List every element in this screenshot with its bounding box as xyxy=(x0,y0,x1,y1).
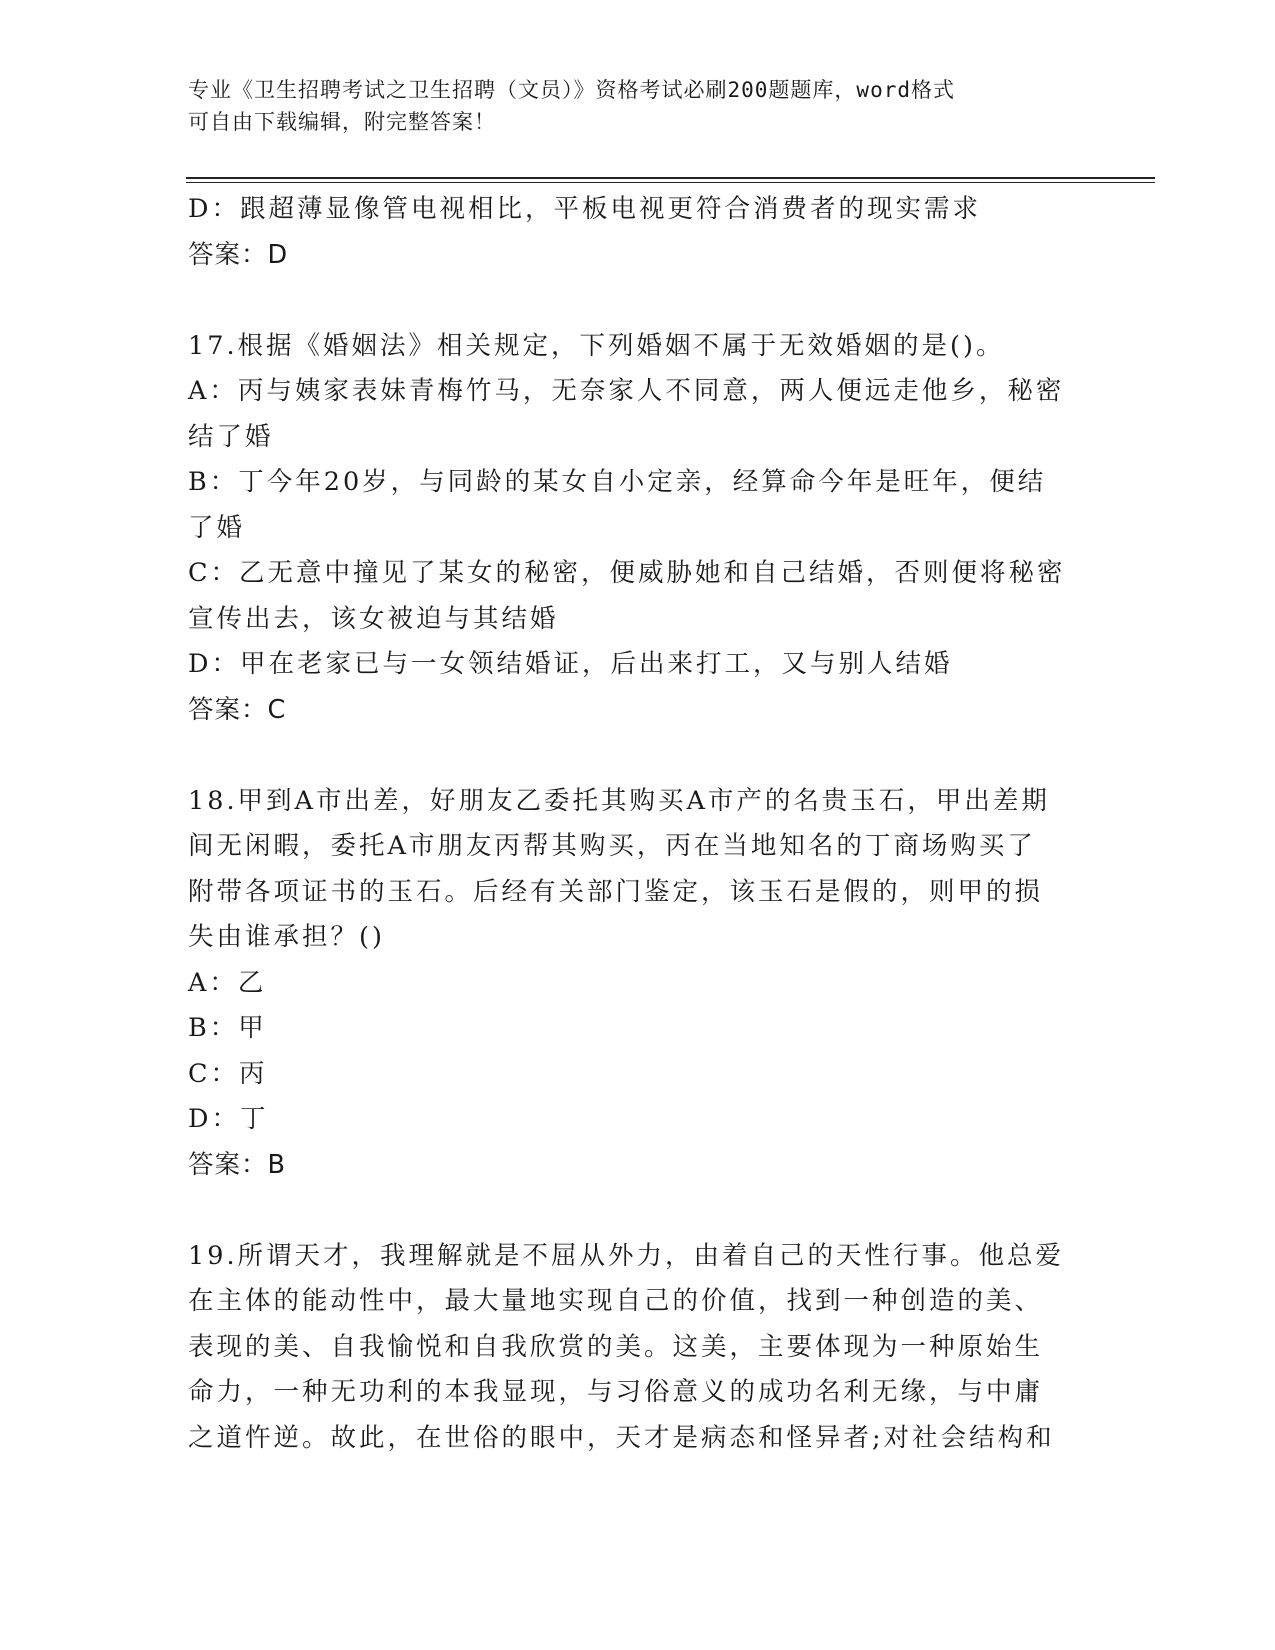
q18-answer: 答案：B xyxy=(188,1149,286,1180)
q17-option-a-line-2: 结了婚 xyxy=(188,421,274,452)
q18-stem-line-3: 附带各项证书的玉石。后经有关部门鉴定，该玉石是假的，则甲的损 xyxy=(188,876,1044,907)
q17-option-c-line-1: C：乙无意中撞见了某女的秘密，便威胁她和自己结婚，否则便将秘密 xyxy=(188,558,1066,588)
q19-stem-line-1: 19.所谓天才，我理解就是不屈从外力，由着自己的天性行事。他总爱 xyxy=(188,1240,1065,1271)
q17-option-a-line-1: A：丙与姨家表妹青梅竹马，无奈家人不同意，两人便远走他乡，秘密 xyxy=(188,376,1065,406)
q18-option-d: D：丁 xyxy=(188,1104,269,1134)
q19-stem-line-5: 之道忤逆。故此，在世俗的眼中，天才是病态和怪异者;对社会结构和 xyxy=(188,1422,1055,1453)
q18-stem-line-1: 18.甲到A市出差，好朋友乙委托其购买A市产的名贵玉石，甲出差期 xyxy=(188,785,1050,816)
spacer xyxy=(188,733,1088,779)
prev-option-d: D：跟超薄显像管电视相比，平板电视更符合消费者的现实需求 xyxy=(188,194,981,224)
spacer xyxy=(188,278,1088,324)
q19-stem-line-2: 在主体的能动性中，最大量地实现自己的价值，找到一种创造的美、 xyxy=(188,1286,1044,1316)
question-19 xyxy=(188,1234,1088,1462)
document-header xyxy=(188,74,1068,138)
q18-option-c: C：丙 xyxy=(188,1058,268,1089)
q17-stem: 17.根据《婚姻法》相关规定，下列婚姻不属于无效婚姻的是()。 xyxy=(188,330,1005,361)
spacer xyxy=(188,1188,1088,1234)
q17-option-b-line-1: B：丁今年20岁，与同龄的某女自小定亲，经算命今年是旺年，便结 xyxy=(188,467,1047,497)
q18-option-b: B：甲 xyxy=(188,1013,267,1043)
header-line-1: 专业《卫生招聘考试之卫生招聘（文员）》资格考试必刷200题题库，word格式 xyxy=(188,78,955,102)
q19-stem-line-4: 命力，一种无功利的本我显现，与习俗意义的成功名利无缘，与中庸 xyxy=(188,1377,1044,1407)
q19-stem-line-3: 表现的美、自我愉悦和自我欣赏的美。这美，主要体现为一种原始生 xyxy=(188,1331,1044,1362)
q18-option-a: A：乙 xyxy=(188,967,267,998)
document-body xyxy=(188,187,1088,1461)
q17-answer: 答案：C xyxy=(188,694,287,725)
q18-stem-line-4: 失由谁承担？() xyxy=(188,922,385,952)
q17-option-c-line-2: 宣传出去，该女被迫与其结婚 xyxy=(188,603,559,634)
header-divider xyxy=(186,177,1155,183)
header-line-2: 可自由下载编辑，附完整答案！ xyxy=(188,110,496,134)
prev-answer: 答案：D xyxy=(188,239,289,270)
q17-option-b-line-2: 了婚 xyxy=(188,512,246,543)
question-17 xyxy=(188,324,1088,734)
q17-option-d: D：甲在老家已与一女领结婚证，后出来打工，又与别人结婚 xyxy=(188,649,953,679)
question-18 xyxy=(188,779,1088,1189)
q18-stem-line-2: 间无闲暇，委托A市朋友丙帮其购买，丙在当地知名的丁商场购买了 xyxy=(188,831,1036,861)
